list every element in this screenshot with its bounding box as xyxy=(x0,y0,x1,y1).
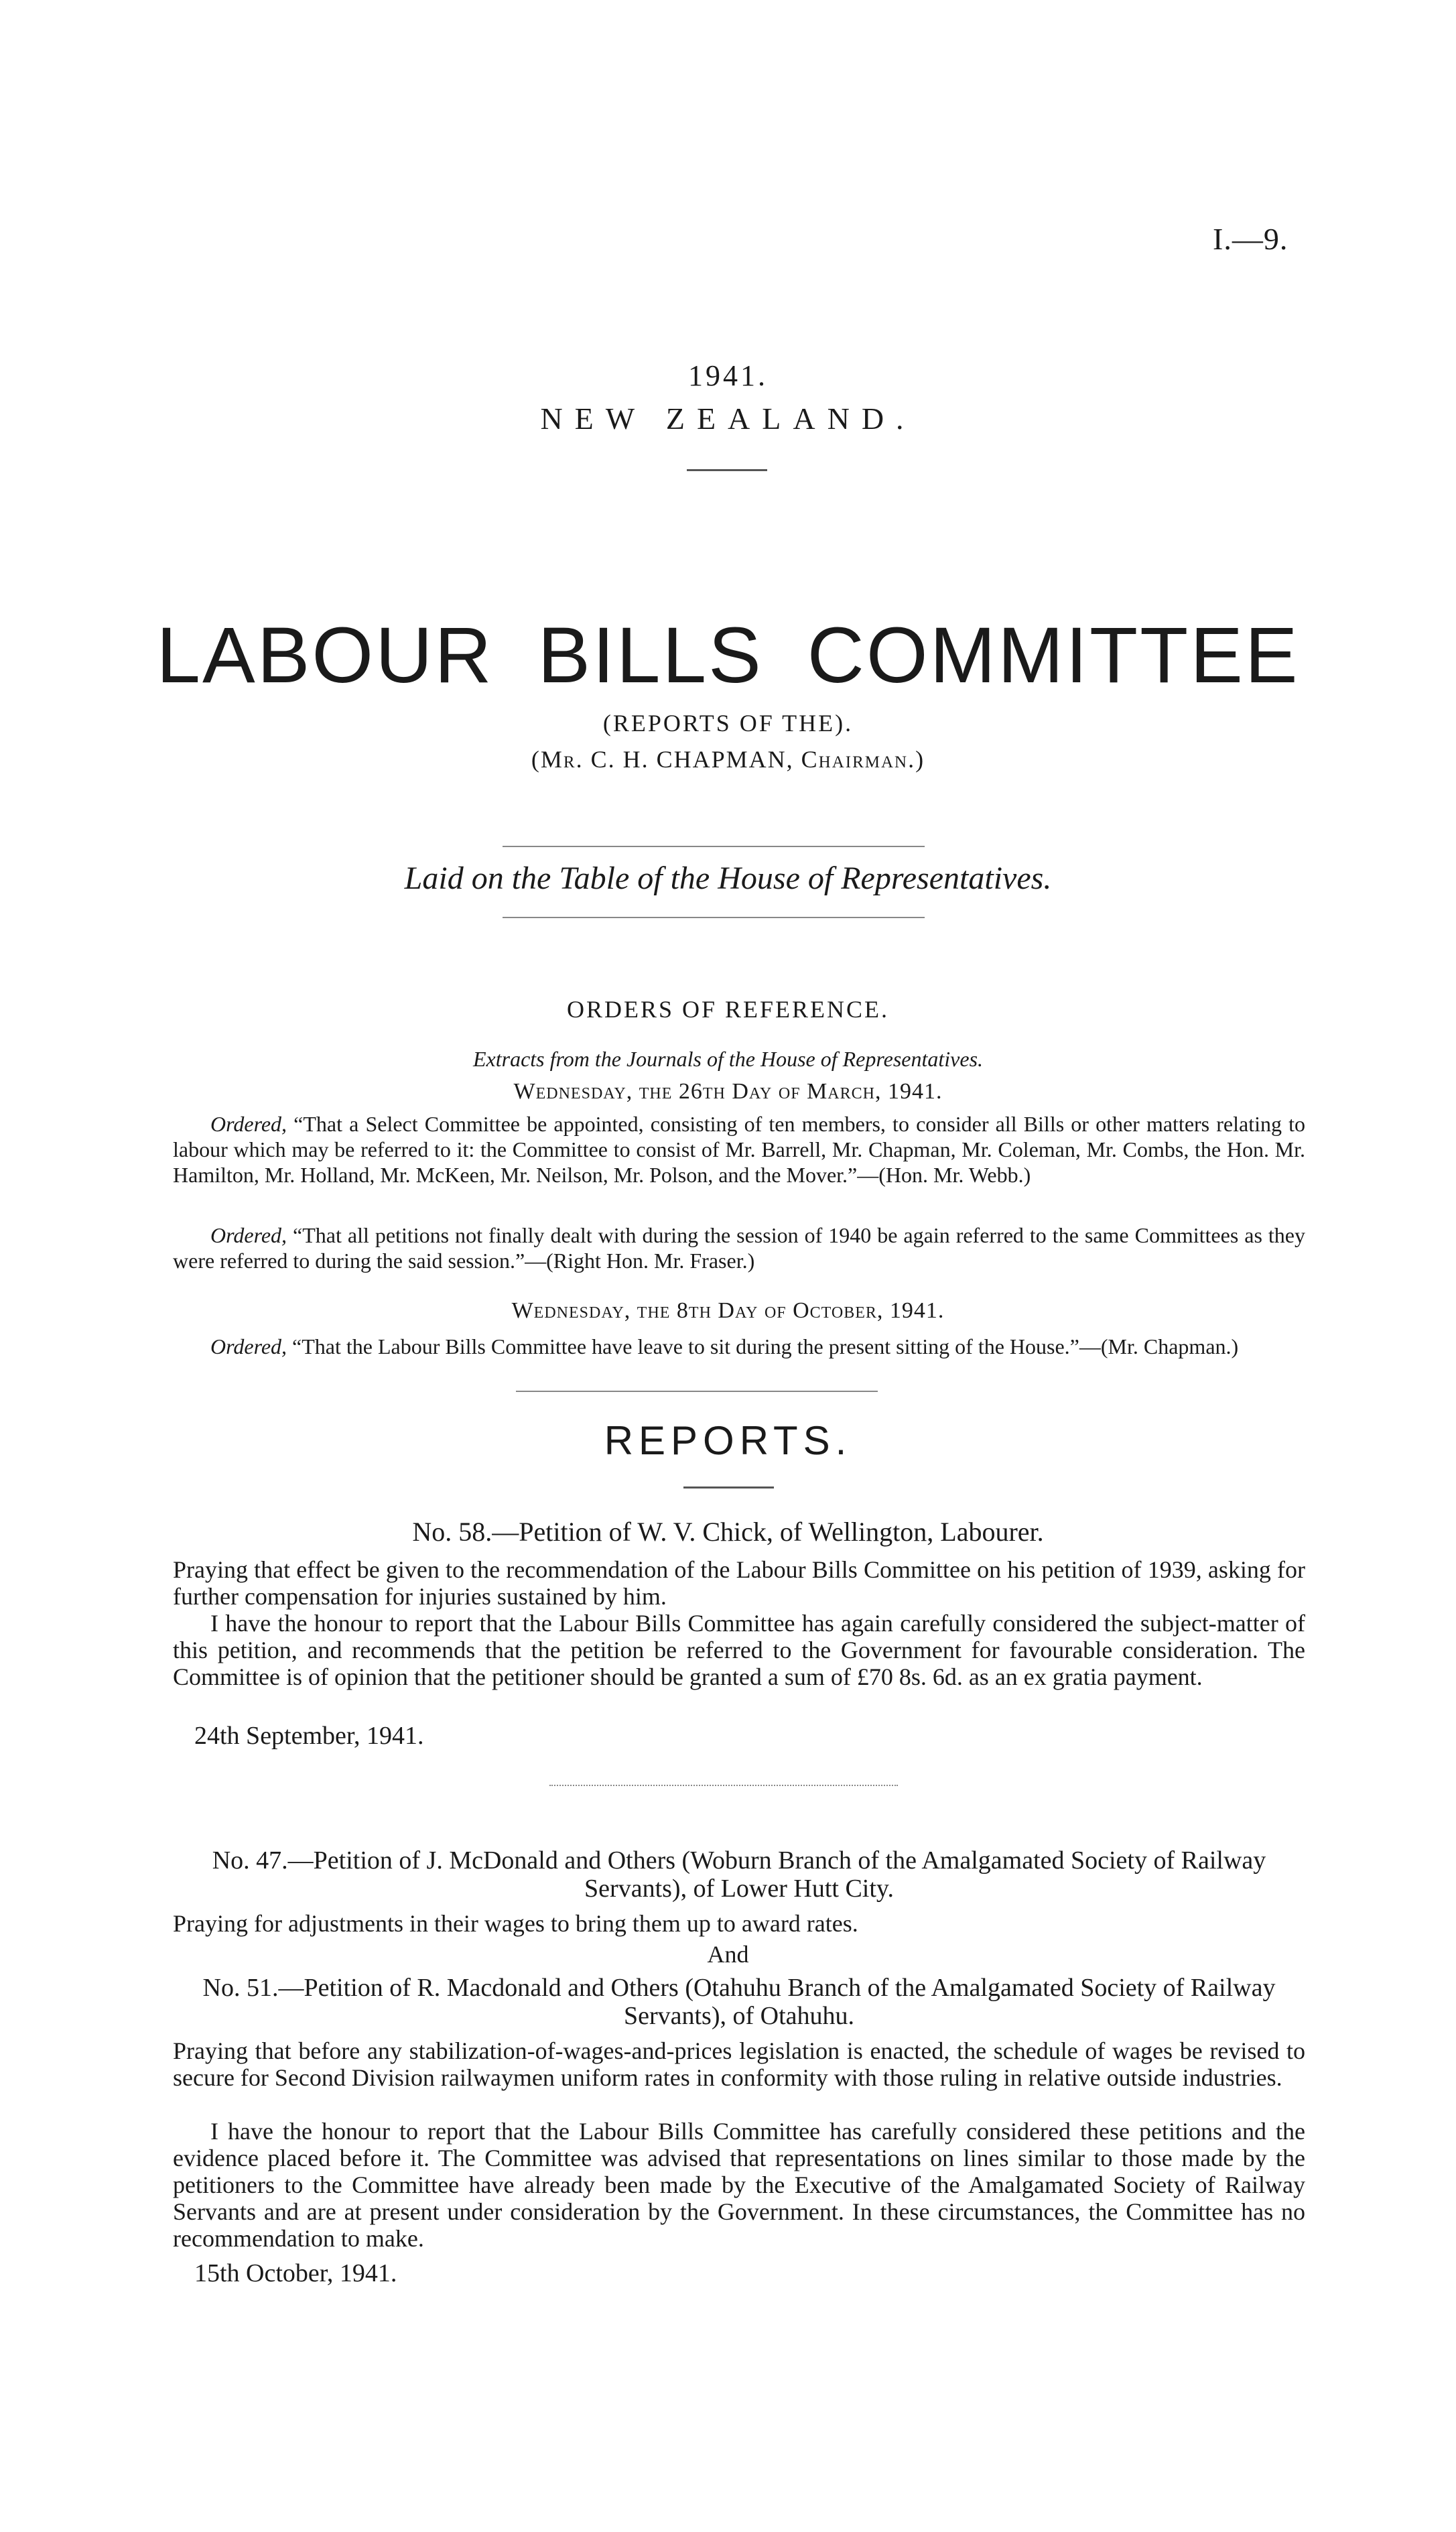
petition-47-praying: Praying for adjustments in their wages to bring them up to award rates. xyxy=(173,1910,858,1937)
ordered-label: Ordered, xyxy=(210,1334,287,1358)
chairman-line: (Mr. C. H. CHAPMAN, Chairman.) xyxy=(531,746,925,773)
order-text: “That the Labour Bills Committee have leave to sit during the present sitting of the House.”—(Mr. Chapman.) xyxy=(292,1334,1239,1358)
order-date-2: Wednesday, the 8th Day of October, 1941. xyxy=(511,1298,945,1323)
and-word: And xyxy=(707,1941,749,1968)
divider xyxy=(683,1486,774,1489)
extracts-line: Extracts from the Journals of the House of Representatives. xyxy=(472,1047,984,1071)
order-3 xyxy=(173,1334,1305,1359)
petition-58-report: I have the honour to report that the Labour Bills Committee has again carefully considered the subject-matter of this petition, and recommends that the petition be referred to the Government for favourable consideration. The Committee is of opinion that the petitioner should be granted a sum of £70 8s. 6d. as an ex gratia payment. xyxy=(173,1610,1305,1690)
petition-51-praying: Praying that before any stabilization-of-wages-and-prices legislation is enacted, the schedule of wages be revised to secure for Second Division railwaymen uniform rates in conformity with those ruling in relative outside industries. xyxy=(173,2037,1305,2091)
divider xyxy=(549,1785,898,1786)
divider xyxy=(687,469,767,471)
laid-on-table: Laid on the Table of the House of Representatives. xyxy=(404,861,1052,896)
divider xyxy=(503,917,925,918)
page-title: LABOUR BILLS COMMITTEE xyxy=(156,611,1300,700)
order-date-1: Wednesday, the 26th Day of March, 1941. xyxy=(513,1079,943,1104)
divider xyxy=(503,846,925,847)
orders-heading: ORDERS OF REFERENCE. xyxy=(566,996,890,1023)
petition-58-date: 24th September, 1941. xyxy=(194,1722,424,1750)
petition-58-praying: Praying that effect be given to the recommendation of the Labour Bills Committee on his petition of 1939, asking for further compensation for injuries sustained by him. xyxy=(173,1556,1305,1610)
order-text: “That all petitions not finally dealt with during the session of 1940 be again referred to the same Committees as they were referred to during the said session.”—(Right Hon. Mr. Fraser.) xyxy=(173,1223,1306,1273)
year: 1941. xyxy=(688,359,768,392)
petition-47-title: No. 47.—Petition of J. McDonald and Others (Woburn Branch of the Amalgamated Society of Railway Servants), of Lower Hutt City. xyxy=(212,1846,1266,1903)
title-subheading: (REPORTS OF THE). xyxy=(602,710,854,737)
petition-58-title: No. 58.—Petition of W. V. Chick, of Wellington, Labourer. xyxy=(412,1517,1044,1547)
divider xyxy=(516,1391,878,1392)
ordered-label: Ordered, xyxy=(210,1112,287,1136)
order-1 xyxy=(173,1111,1305,1188)
reports-heading: REPORTS. xyxy=(604,1418,852,1463)
petition-51-date: 15th October, 1941. xyxy=(194,2259,397,2287)
country-heading: NEW ZEALAND. xyxy=(540,401,916,436)
ordered-label: Ordered, xyxy=(210,1223,287,1247)
petition-51-title: No. 51.—Petition of R. Macdonald and Others (Otahuhu Branch of the Amalgamated Society of Railway Servants), of Otahuhu. xyxy=(202,1974,1276,2030)
petition-51-report: I have the honour to report that the Labour Bills Committee has carefully considered these petitions and the evidence placed before it. The Committee was advised that representations on lines similar to those made by the petitioners to the Committee have already been made by the Executive of the Amalgamated Society of Railway Servants and are at present under consideration by the Government. In these circumstances, the Committee has no recommendation to make. xyxy=(173,2118,1305,2252)
order-text: “That a Select Committee be appointed, consisting of ten members, to consider all Bills or other matters relating to labour which may be referred to it: the Committee to consist of Mr. Barrell, Mr. Chapman, Mr. Coleman, Mr. Combs, the Hon. Mr. Hamilton, Mr. Holland, Mr. McKeen, Mr. Neilson, Mr. Polson, and the Mover.”—(Hon. Mr. Webb.) xyxy=(173,1112,1306,1187)
order-2 xyxy=(173,1222,1305,1273)
document-reference: I.—9. xyxy=(1213,222,1288,256)
